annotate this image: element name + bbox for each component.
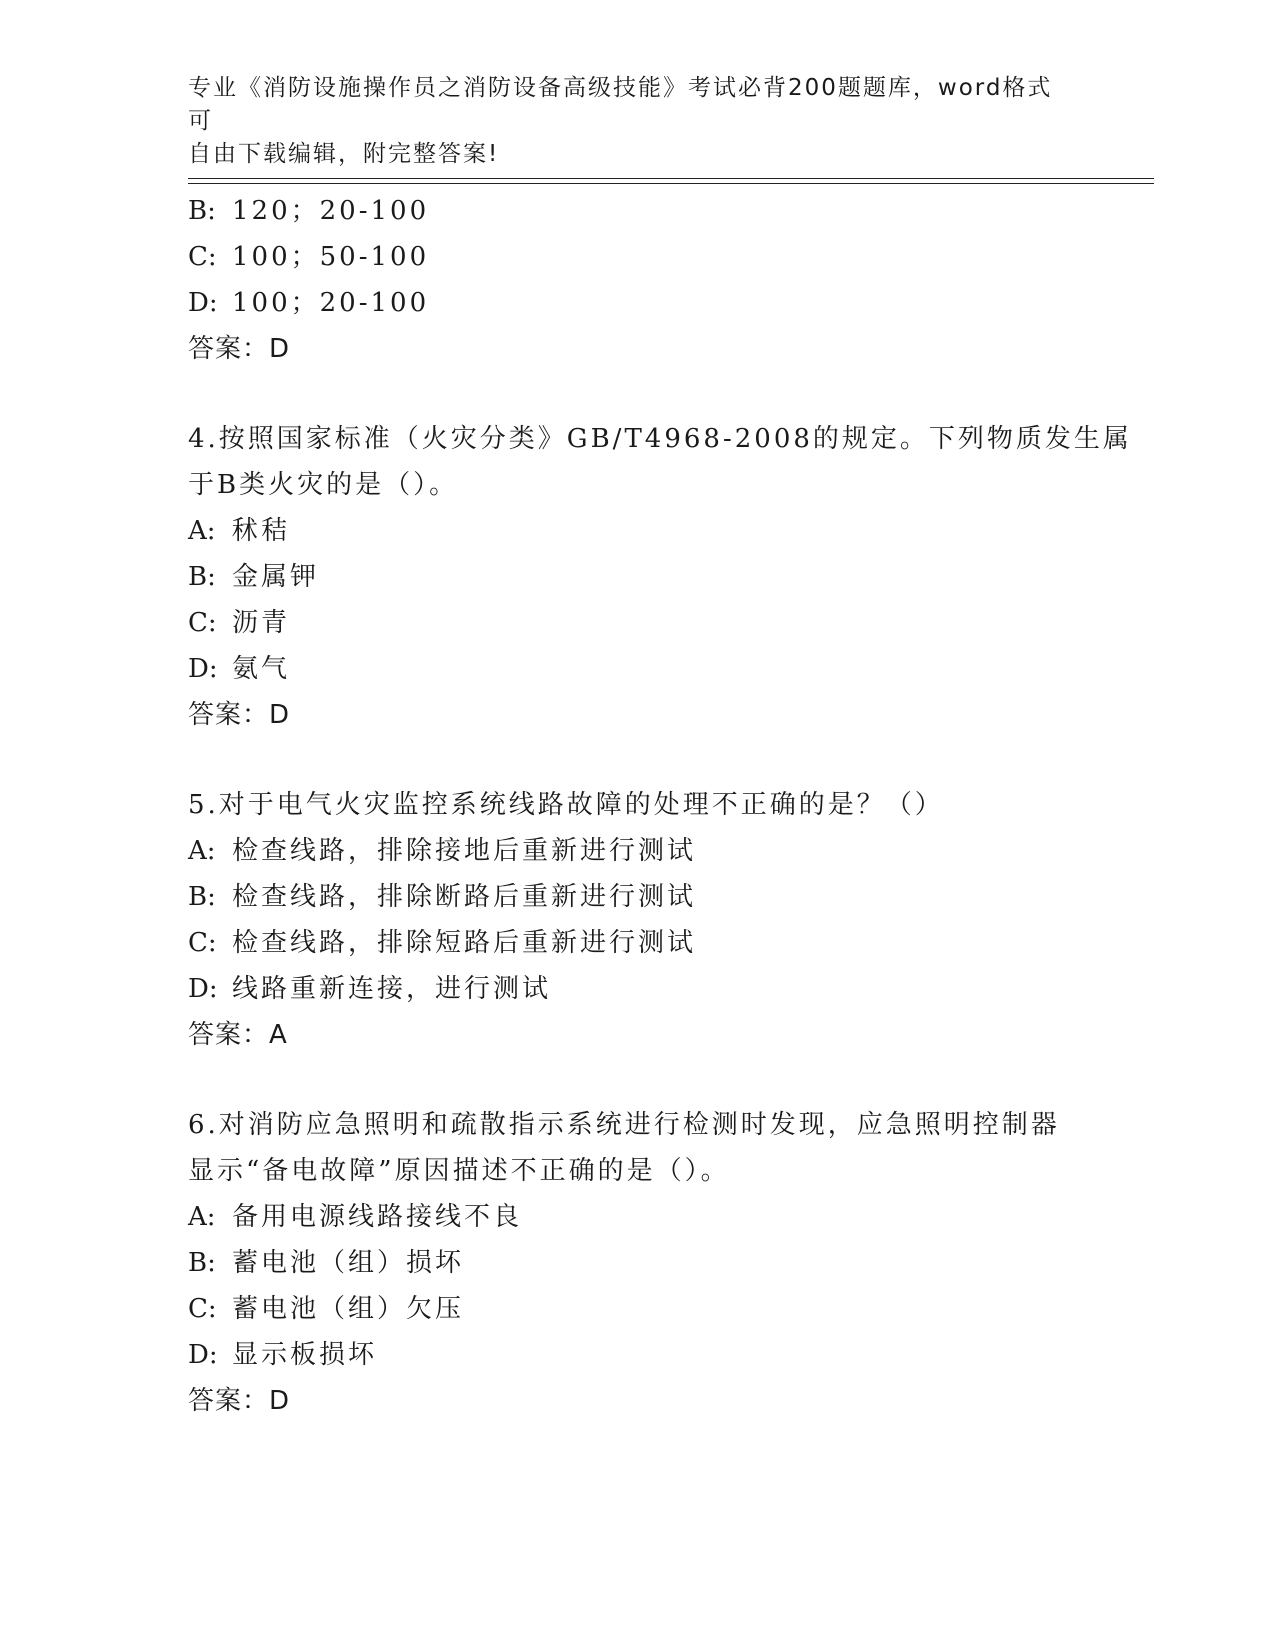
option-b [188,1240,1088,1286]
option-text: 蓄电池（组）损坏 [232,1248,465,1278]
option-d [188,280,1088,326]
option-label: D: [188,1340,218,1370]
option-label: B: [188,1248,216,1278]
option-label: D: [188,974,218,1004]
answer-line: 答案：A [188,1020,288,1050]
option-text: 检查线路，排除短路后重新进行测试 [232,928,697,958]
option-text: 100；20-100 [232,288,430,318]
option-a [188,1194,1088,1240]
option-label: B: [188,562,216,592]
question-3-tail [188,188,1088,372]
question-stem: 5.对于电气火灾监控系统线路故障的处理不正确的是？（） [188,790,944,820]
option-label: D: [188,654,218,684]
option-text: 金属钾 [232,562,320,592]
option-text: 沥青 [232,608,291,638]
option-text: 氨气 [232,654,291,684]
option-a [188,828,1088,874]
option-b [188,874,1088,920]
option-text: 100；50-100 [232,242,430,272]
option-text: 备用电源线路接线不良 [232,1202,523,1232]
option-label: D: [188,288,218,318]
option-c [188,1286,1088,1332]
question-stem: 4.按照国家标准（火灾分类》GB/T4968-2008的规定。下列物质发生属 [188,424,1132,454]
option-c [188,600,1088,646]
question-stem: 于B类火灾的是（）。 [188,470,459,500]
answer-line: 答案：D [188,1386,291,1416]
question-4 [188,416,1132,738]
header-divider-bottom [188,183,1154,184]
header-line-1: 专业《消防设施操作员之消防设备高级技能》考试必背200题题库，word格式可 [188,75,1053,134]
option-b [188,188,1088,234]
option-text: 检查线路，排除接地后重新进行测试 [232,836,697,866]
answer-line: 答案：D [188,334,291,364]
answer-line: 答案：D [188,700,291,730]
option-label: A: [188,1202,216,1232]
header-line-2: 自由下载编辑，附完整答案! [188,141,500,167]
option-label: C: [188,928,217,958]
question-stem: 6.对消防应急照明和疏散指示系统进行检测时发现，应急照明控制器 [188,1110,1060,1140]
option-text: 检查线路，排除断路后重新进行测试 [232,882,697,912]
option-d [188,646,1088,692]
option-text: 120；20-100 [232,196,430,226]
document-header [188,72,1068,171]
question-content [188,188,1132,1424]
option-text: 线路重新连接，进行测试 [232,974,552,1004]
question-6 [188,1102,1088,1424]
option-label: C: [188,1294,217,1324]
option-d [188,1332,1088,1378]
option-text: 秫秸 [232,516,291,546]
option-label: B: [188,882,216,912]
option-b [188,554,1088,600]
option-text: 蓄电池（组）欠压 [232,1294,465,1324]
option-label: A: [188,516,216,546]
option-c [188,920,1088,966]
option-text: 显示板损坏 [232,1340,378,1370]
option-c [188,234,1088,280]
option-a [188,508,1088,554]
option-label: C: [188,242,217,272]
option-label: B: [188,196,216,226]
header-divider-top [188,178,1154,179]
option-label: A: [188,836,216,866]
question-5 [188,782,1088,1058]
question-stem: 显示“备电故障”原因描述不正确的是（）。 [188,1156,730,1186]
option-d [188,966,1088,1012]
option-label: C: [188,608,217,638]
